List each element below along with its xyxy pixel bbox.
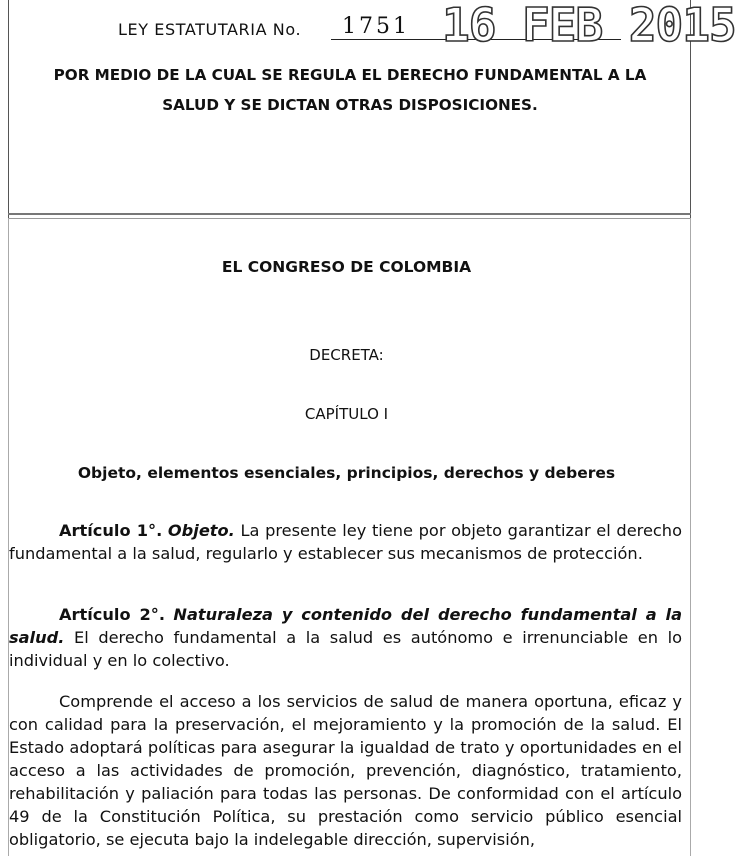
law-title [30,60,670,120]
decreta-heading: DECRETA: [309,346,384,364]
article-2 [9,603,682,672]
law-label: LEY ESTATUTARIA No. [118,20,302,39]
article-2-paragraph-2 [9,690,682,851]
article-2-name: Naturaleza y contenido del derecho fundamental a la salud. [9,605,682,647]
congress-heading: EL CONGRESO DE COLOMBIA [221,258,472,276]
chapter-title: Objeto, elementos esenciales, principios, derechos y deberes [77,464,616,482]
article-1-label: Artículo 1°. [59,521,163,540]
article-1-text: La presente ley tiene por objeto garantizar el derecho fundamental a la salud, regularlo y establecer sus mecanismos de protección. [9,521,682,563]
header-divider-secondary [8,218,691,219]
law-title-line-1: POR MEDIO DE LA CUAL SE REGULA EL DERECHO FUNDAMENTAL A LA [53,66,647,84]
chapter-number: CAPÍTULO I [304,405,389,423]
law-header [118,0,736,52]
law-title-line-2: SALUD Y SE DICTAN OTRAS DISPOSICIONES. [162,96,538,114]
header-divider [8,213,691,215]
date-stamp: 16 FEB 2015 [442,0,736,52]
article-2-text: El derecho fundamental a la salud es autónomo e irrenunciable en lo individual y en lo colectivo. [9,628,682,670]
body-border-right [690,218,691,856]
article-1 [9,519,682,565]
article-1-name: Objeto. [167,521,235,540]
article-2-paragraph-2-text: Comprende el acceso a los servicios de salud de manera oportuna, eficaz y con calidad para la preservación, el mejoramiento y la promoción de la salud. El Estado adoptará políticas para asegurar la igualdad de trato y oportunidades en el acceso a las actividades de promoción, prevención, diagnóstico, tratamiento, rehabilitación y paliación para todas las personas. De conformidad con el artículo 49 de la Constitución Política, su prestación como servicio público esencial obligatorio, se ejecuta bajo la indelegable dirección, supervisión, [9,692,682,849]
page-border-left [8,0,9,218]
article-2-label: Artículo 2°. [59,605,165,624]
law-number: 1751 [342,14,410,39]
